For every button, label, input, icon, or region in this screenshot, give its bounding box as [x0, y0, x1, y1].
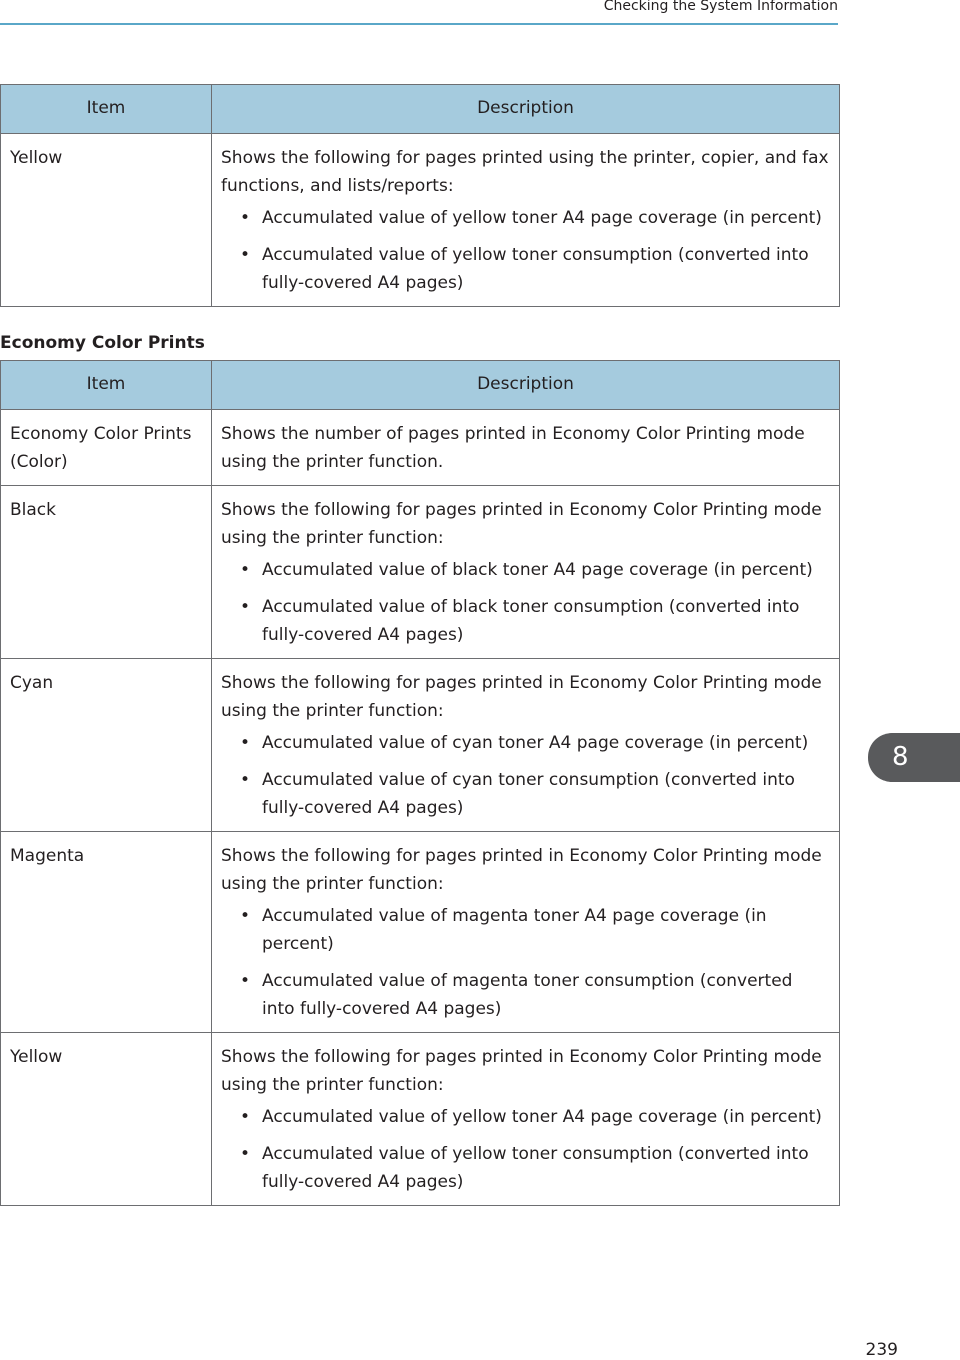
yellow-table	[0, 84, 840, 307]
item-cell: Economy Color Prints (Color)	[1, 410, 212, 486]
bullet-list	[221, 204, 830, 297]
description-text: Shows the following for pages printed in Economy Color Printing mode using the printer function:	[221, 846, 822, 894]
description-text: Shows the number of pages printed in Economy Color Printing mode using the printer function.	[221, 424, 805, 472]
table-header-row	[1, 85, 840, 134]
description-text: Shows the following for pages printed using the printer, copier, and fax functions, and lists/reports:	[221, 148, 829, 196]
bullet-item: • Accumulated value of magenta toner A4 page coverage (in percent)	[221, 902, 830, 958]
table-row	[1, 486, 840, 659]
item-cell: Magenta	[1, 832, 212, 1033]
section-title: Economy Color Prints	[0, 333, 205, 353]
bullet-item: • Accumulated value of cyan toner A4 page coverage (in percent)	[221, 729, 830, 757]
bullet-item: • Accumulated value of cyan toner consumption (converted into fully-covered A4 pages)	[221, 766, 830, 822]
bullet-item: • Accumulated value of yellow toner A4 page coverage (in percent)	[221, 204, 830, 232]
item-cell: Yellow	[1, 1033, 212, 1206]
table-row	[1, 410, 840, 486]
description-text: Shows the following for pages printed in Economy Color Printing mode using the printer function:	[221, 673, 822, 721]
item-cell: Cyan	[1, 659, 212, 832]
economy-color-prints-table	[0, 360, 840, 1206]
header-rule	[0, 23, 838, 25]
bullet-item: • Accumulated value of yellow toner A4 page coverage (in percent)	[221, 1103, 830, 1131]
column-header-item: Item	[1, 85, 212, 134]
column-header-description: Description	[212, 361, 840, 410]
running-header: Checking the System Information	[603, 0, 838, 14]
bullet-item: • Accumulated value of magenta toner consumption (converted into fully-covered A4 pages)	[221, 967, 830, 1023]
bullet-item: • Accumulated value of yellow toner consumption (converted into fully-covered A4 pages)	[221, 241, 830, 297]
description-text: Shows the following for pages printed in Economy Color Printing mode using the printer function:	[221, 500, 822, 548]
table-row	[1, 134, 840, 307]
description-cell	[212, 410, 840, 486]
description-cell	[212, 486, 840, 659]
column-header-description: Description	[212, 85, 840, 134]
table-row	[1, 1033, 840, 1206]
bullet-item: • Accumulated value of black toner A4 page coverage (in percent)	[221, 556, 830, 584]
description-cell	[212, 1033, 840, 1206]
table-row	[1, 659, 840, 832]
item-cell: Black	[1, 486, 212, 659]
column-header-item: Item	[1, 361, 212, 410]
bullet-item: • Accumulated value of yellow toner consumption (converted into fully-covered A4 pages)	[221, 1140, 830, 1196]
description-cell	[212, 659, 840, 832]
bullet-list	[221, 556, 830, 649]
bullet-list	[221, 902, 830, 1023]
bullet-list	[221, 1103, 830, 1196]
bullet-item: • Accumulated value of black toner consumption (converted into fully-covered A4 pages)	[221, 593, 830, 649]
bullet-list	[221, 729, 830, 822]
page-number: 239	[865, 1340, 898, 1360]
description-text: Shows the following for pages printed in Economy Color Printing mode using the printer function:	[221, 1047, 822, 1095]
description-cell	[212, 832, 840, 1033]
item-cell: Yellow	[1, 134, 212, 307]
table-row	[1, 832, 840, 1033]
chapter-tab: 8	[868, 733, 960, 782]
description-cell	[212, 134, 840, 307]
table-header-row	[1, 361, 840, 410]
